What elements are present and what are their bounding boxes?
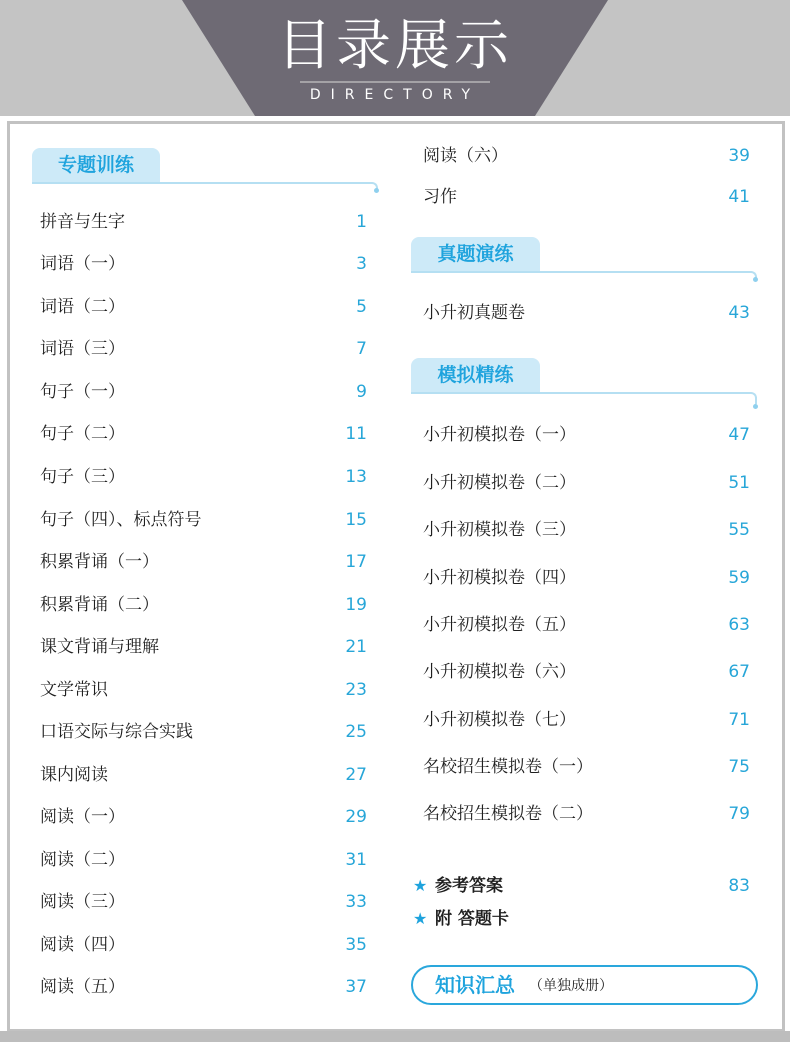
toc-item-label: 小升初模拟卷（五） bbox=[423, 615, 576, 635]
toc-item[interactable] bbox=[423, 143, 750, 169]
toc-item-label: 小升初模拟卷（三） bbox=[423, 520, 576, 540]
toc-item-page: 5 bbox=[356, 297, 367, 317]
summary-note: （单独成册） bbox=[529, 978, 613, 994]
toc-item-label: 名校招生模拟卷（二） bbox=[423, 804, 593, 824]
toc-item[interactable] bbox=[40, 592, 367, 618]
summary-title: 知识汇总 bbox=[435, 973, 515, 997]
toc-item[interactable] bbox=[423, 517, 750, 543]
toc-item-label: 小升初模拟卷（二） bbox=[423, 473, 576, 493]
toc-item[interactable] bbox=[40, 762, 367, 788]
section-dot bbox=[753, 277, 758, 282]
section-dot bbox=[374, 188, 379, 193]
toc-item[interactable] bbox=[40, 677, 367, 703]
toc-item-page: 71 bbox=[728, 710, 750, 730]
toc-item[interactable] bbox=[40, 464, 367, 490]
toc-item-label: 阅读（二） bbox=[40, 850, 125, 870]
toc-item[interactable] bbox=[423, 801, 750, 827]
toc-item-page: 37 bbox=[345, 977, 367, 997]
toc-item-label: 阅读（四） bbox=[40, 935, 125, 955]
section-title: 模拟精练 bbox=[437, 364, 514, 386]
toc-item-page: 27 bbox=[345, 765, 367, 785]
toc-item[interactable] bbox=[40, 634, 367, 660]
toc-item-page: 39 bbox=[728, 146, 750, 166]
answers-label: 参考答案 bbox=[435, 876, 503, 896]
toc-item-label: 习作 bbox=[423, 187, 457, 207]
section-title: 真题演练 bbox=[437, 243, 514, 265]
answer-card-entry[interactable] bbox=[413, 907, 750, 931]
toc-item-page: 51 bbox=[728, 473, 750, 493]
toc-item-label: 阅读（三） bbox=[40, 892, 125, 912]
toc-item[interactable] bbox=[40, 974, 367, 1000]
toc-item-label: 阅读（六） bbox=[423, 146, 508, 166]
toc-item[interactable] bbox=[423, 300, 750, 326]
section-dot bbox=[753, 404, 758, 409]
toc-item-label: 小升初真题卷 bbox=[423, 303, 525, 323]
toc-item-label: 课文背诵与理解 bbox=[40, 637, 159, 657]
star-icon: ★ bbox=[413, 876, 428, 895]
answers-page: 83 bbox=[728, 876, 750, 896]
toc-item[interactable] bbox=[40, 507, 367, 533]
toc-item-label: 句子（三） bbox=[40, 467, 125, 487]
toc-item-label: 词语（二） bbox=[40, 297, 125, 317]
toc-item[interactable] bbox=[423, 659, 750, 685]
toc-item-page: 11 bbox=[345, 424, 367, 444]
toc-item-label: 小升初模拟卷（一） bbox=[423, 425, 576, 445]
toc-item-label: 小升初模拟卷（六） bbox=[423, 662, 576, 682]
toc-item[interactable] bbox=[40, 847, 367, 873]
toc-item-label: 句子（四）、标点符号 bbox=[40, 510, 202, 530]
toc-item[interactable] bbox=[423, 612, 750, 638]
toc-item-page: 23 bbox=[345, 680, 367, 700]
toc-item[interactable] bbox=[40, 932, 367, 958]
toc-item-label: 句子（二） bbox=[40, 424, 125, 444]
toc-item-label: 拼音与生字 bbox=[40, 212, 125, 232]
toc-item-page: 7 bbox=[356, 339, 367, 359]
section-tab bbox=[411, 358, 540, 392]
toc-item-page: 17 bbox=[345, 552, 367, 572]
page-subtitle: DIRECTORY bbox=[309, 87, 481, 103]
toc-item[interactable] bbox=[40, 209, 367, 235]
page-title: 目录展示 bbox=[276, 13, 513, 77]
toc-item-page: 21 bbox=[345, 637, 367, 657]
toc-item-page: 41 bbox=[728, 187, 750, 207]
star-icon: ★ bbox=[413, 909, 428, 928]
toc-item-label: 小升初模拟卷（七） bbox=[423, 710, 576, 730]
toc-item[interactable] bbox=[40, 421, 367, 447]
toc-item[interactable] bbox=[423, 754, 750, 780]
toc-item-label: 课内阅读 bbox=[40, 765, 108, 785]
toc-item[interactable] bbox=[40, 549, 367, 575]
toc-item-label: 文学常识 bbox=[40, 680, 108, 700]
toc-item-page: 15 bbox=[345, 510, 367, 530]
toc-item-label: 名校招生模拟卷（一） bbox=[423, 757, 593, 777]
section-rule bbox=[411, 271, 757, 278]
toc-item-page: 63 bbox=[728, 615, 750, 635]
answers-entry[interactable] bbox=[413, 874, 750, 898]
toc-item-page: 59 bbox=[728, 568, 750, 588]
toc-item-page: 75 bbox=[728, 757, 750, 777]
toc-item-label: 积累背诵（一） bbox=[40, 552, 159, 572]
toc-item-label: 句子（一） bbox=[40, 382, 125, 402]
toc-item-label: 积累背诵（二） bbox=[40, 595, 159, 615]
answer-card-label: 附 答题卡 bbox=[435, 909, 509, 929]
toc-item[interactable] bbox=[40, 804, 367, 830]
toc-item-page: 9 bbox=[356, 382, 367, 402]
toc-item[interactable] bbox=[40, 294, 367, 320]
toc-item-label: 口语交际与综合实践 bbox=[40, 722, 193, 742]
section-title: 专题训练 bbox=[57, 154, 134, 176]
toc-item-page: 31 bbox=[345, 850, 367, 870]
toc-item-page: 55 bbox=[728, 520, 750, 540]
toc-item-label: 阅读（五） bbox=[40, 977, 125, 997]
toc-item[interactable] bbox=[40, 889, 367, 915]
toc-item-page: 13 bbox=[345, 467, 367, 487]
toc-item-label: 小升初模拟卷（四） bbox=[423, 568, 576, 588]
toc-item-page: 1 bbox=[356, 212, 367, 232]
toc-item-page: 79 bbox=[728, 804, 750, 824]
section-real-header bbox=[411, 237, 759, 287]
toc-item[interactable] bbox=[423, 184, 750, 210]
toc-item-page: 35 bbox=[345, 935, 367, 955]
toc-item[interactable] bbox=[423, 565, 750, 591]
toc-item[interactable] bbox=[40, 719, 367, 745]
toc-item[interactable] bbox=[423, 707, 750, 733]
toc-item-page: 67 bbox=[728, 662, 750, 682]
toc-item-label: 词语（一） bbox=[40, 254, 125, 274]
toc-item-page: 47 bbox=[728, 425, 750, 445]
section-rule bbox=[411, 392, 757, 404]
toc-item[interactable] bbox=[40, 251, 367, 277]
knowledge-summary-badge bbox=[411, 965, 758, 1005]
toc-item-page: 3 bbox=[356, 254, 367, 274]
toc-item-page: 29 bbox=[345, 807, 367, 827]
toc-item[interactable] bbox=[423, 422, 750, 448]
toc-item-page: 33 bbox=[345, 892, 367, 912]
toc-item-page: 19 bbox=[345, 595, 367, 615]
toc-left-column bbox=[40, 0, 367, 1042]
section-tab bbox=[411, 237, 540, 271]
toc-item-page: 25 bbox=[345, 722, 367, 742]
toc-item-label: 阅读（一） bbox=[40, 807, 125, 827]
toc-item-page: 43 bbox=[728, 303, 750, 323]
toc-item-label: 词语（三） bbox=[40, 339, 125, 359]
section-mock-header bbox=[411, 358, 759, 414]
toc-item[interactable] bbox=[40, 379, 367, 405]
toc-item[interactable] bbox=[40, 336, 367, 362]
toc-item[interactable] bbox=[423, 470, 750, 496]
